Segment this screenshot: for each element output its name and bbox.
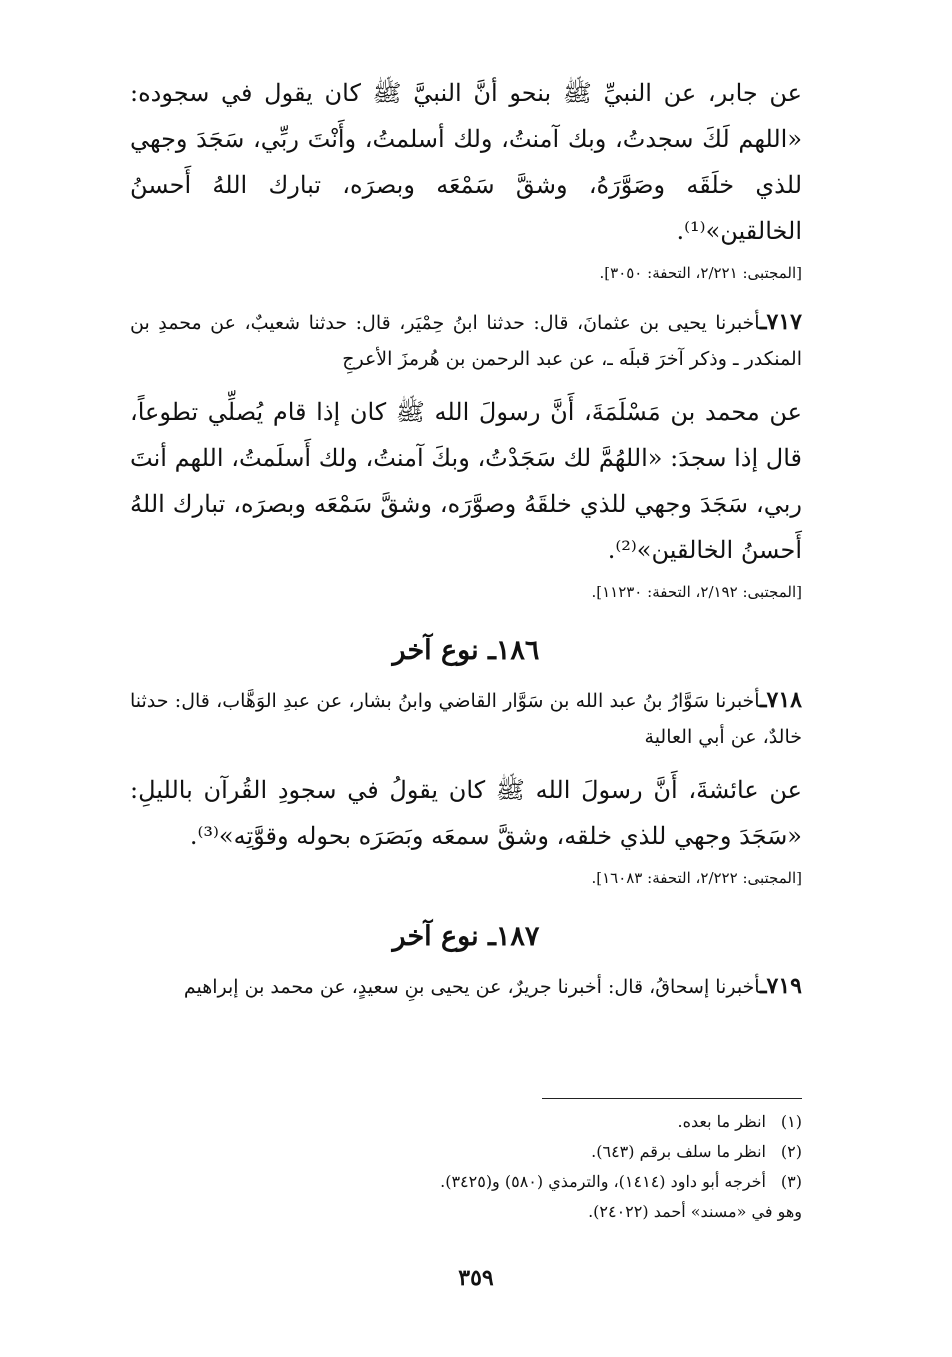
section-heading: ١٨٧ـ نوع آخر <box>392 921 540 952</box>
footnote-text: انظر ما سلف برقم (٦٤٣). <box>591 1142 766 1161</box>
footnotes <box>130 1098 802 1227</box>
footnote-text: أخرجه أبو داود (١٤١٤)، والترمذي (٥٨٠) و(٣٤٢٥). <box>440 1172 766 1191</box>
hadith-text: عن محمد بن مَسْلَمَةَ، أَنَّ رسولَ الله ﷺ كان إذا قام يُصلِّي تطوعاً، قال إذا سجدَ: «اللهُمَّ لك سَجَدْتُ، وبكَ آمنتُ، ولك أَسلَمتُ، اللهم أنتَ ربي، سَجَدَ وجهي للذي خلقَهُ وصوَّرَه، وشقَّ سَمْعَه وبصرَه، تبارك اللهُ أَحسنُ الخالقين»⁽²⁾. <box>130 398 802 564</box>
isnad-text: أخبرنا يحيى بن عثمانَ، قال: حدثنا ابنُ حِمْيَر، قال: حدثنا شعيبٌ، عن محمدِ بن المنكدر ـ وذكر آخرَ قبلَه ـ، عن عبد الرحمن بن هُرمزَ الأعرجِ <box>130 312 802 370</box>
footnote-text: انظر ما بعده. <box>677 1112 766 1131</box>
footnote-number: (١) <box>780 1112 802 1131</box>
hadith-reference: [المجتبى: ٢/٢٢٢، التحفة: ١٦٠٨٣]. <box>591 869 802 887</box>
hadith-number: ٧١٧ـ <box>760 309 802 335</box>
footnote-number: (٣) <box>780 1172 802 1191</box>
hadith-reference: [المجتبى: ٢/١٩٢، التحفة: ١١٢٣٠]. <box>591 583 802 601</box>
hadith-text: عن عائشةَ، أَنَّ رسولَ الله ﷺ كان يقولُ في سجودِ القُرآن بالليلِ: «سَجَدَ وجهي للذي خلقه، وشقَّ سمعَه وبَصَرَه بحوله وقوَّتِه»⁽³⁾. <box>130 776 802 850</box>
hadith-isnad <box>130 304 802 377</box>
footnote-2 <box>130 1137 802 1167</box>
footnote-number: (٢) <box>780 1142 802 1161</box>
hadith-text: عن جابر، عن النبيِّ ﷺ بنحو أنَّ النبيَّ ﷺ كان يقول في سجوده: «اللهم لَكَ سجدتُ، وبك آمنتُ، ولك أسلمتُ، وأَنْتَ ربِّي، سَجَدَ وجهي للذي خلَقَه وصَوَّرَهُ، وشقَّ سَمْعَه وبصرَه، تبارك اللهُ أَحسنُ الخالقين»⁽¹⁾. <box>130 79 802 245</box>
footnote-3 <box>130 1167 802 1197</box>
isnad-text: أخبرنا إسحاقُ، قال: أخبرنا جريرٌ، عن يحيى بنِ سعيدٍ، عن محمد بن إبراهيم <box>183 976 761 998</box>
hadith-isnad <box>130 682 802 755</box>
page-body <box>130 70 802 1005</box>
footnote-1 <box>130 1107 802 1137</box>
footnote-divider <box>542 1098 802 1099</box>
footnote-3-continuation: وهو في «مسند» أحمد (٢٤٠٢٢). <box>588 1202 802 1221</box>
hadith-isnad <box>130 968 802 1005</box>
section-heading: ١٨٦ـ نوع آخر <box>392 635 540 666</box>
hadith-number: ٧١٨ـ <box>760 687 802 713</box>
isnad-text: أخبرنا سَوَّارُ بنُ عبد الله بن سَوَّار القاضي وابنُ بشار، عن عبدِ الوَهَّاب، قال: حدثنا خالدٌ، عن أبي العالية <box>130 690 802 748</box>
hadith-reference: [المجتبى: ٢/٢٢١، التحفة: ٣٠٥٠]. <box>599 264 802 282</box>
hadith-number: ٧١٩ـ <box>760 973 802 999</box>
page-number: ٣٥٩ <box>458 1265 494 1291</box>
